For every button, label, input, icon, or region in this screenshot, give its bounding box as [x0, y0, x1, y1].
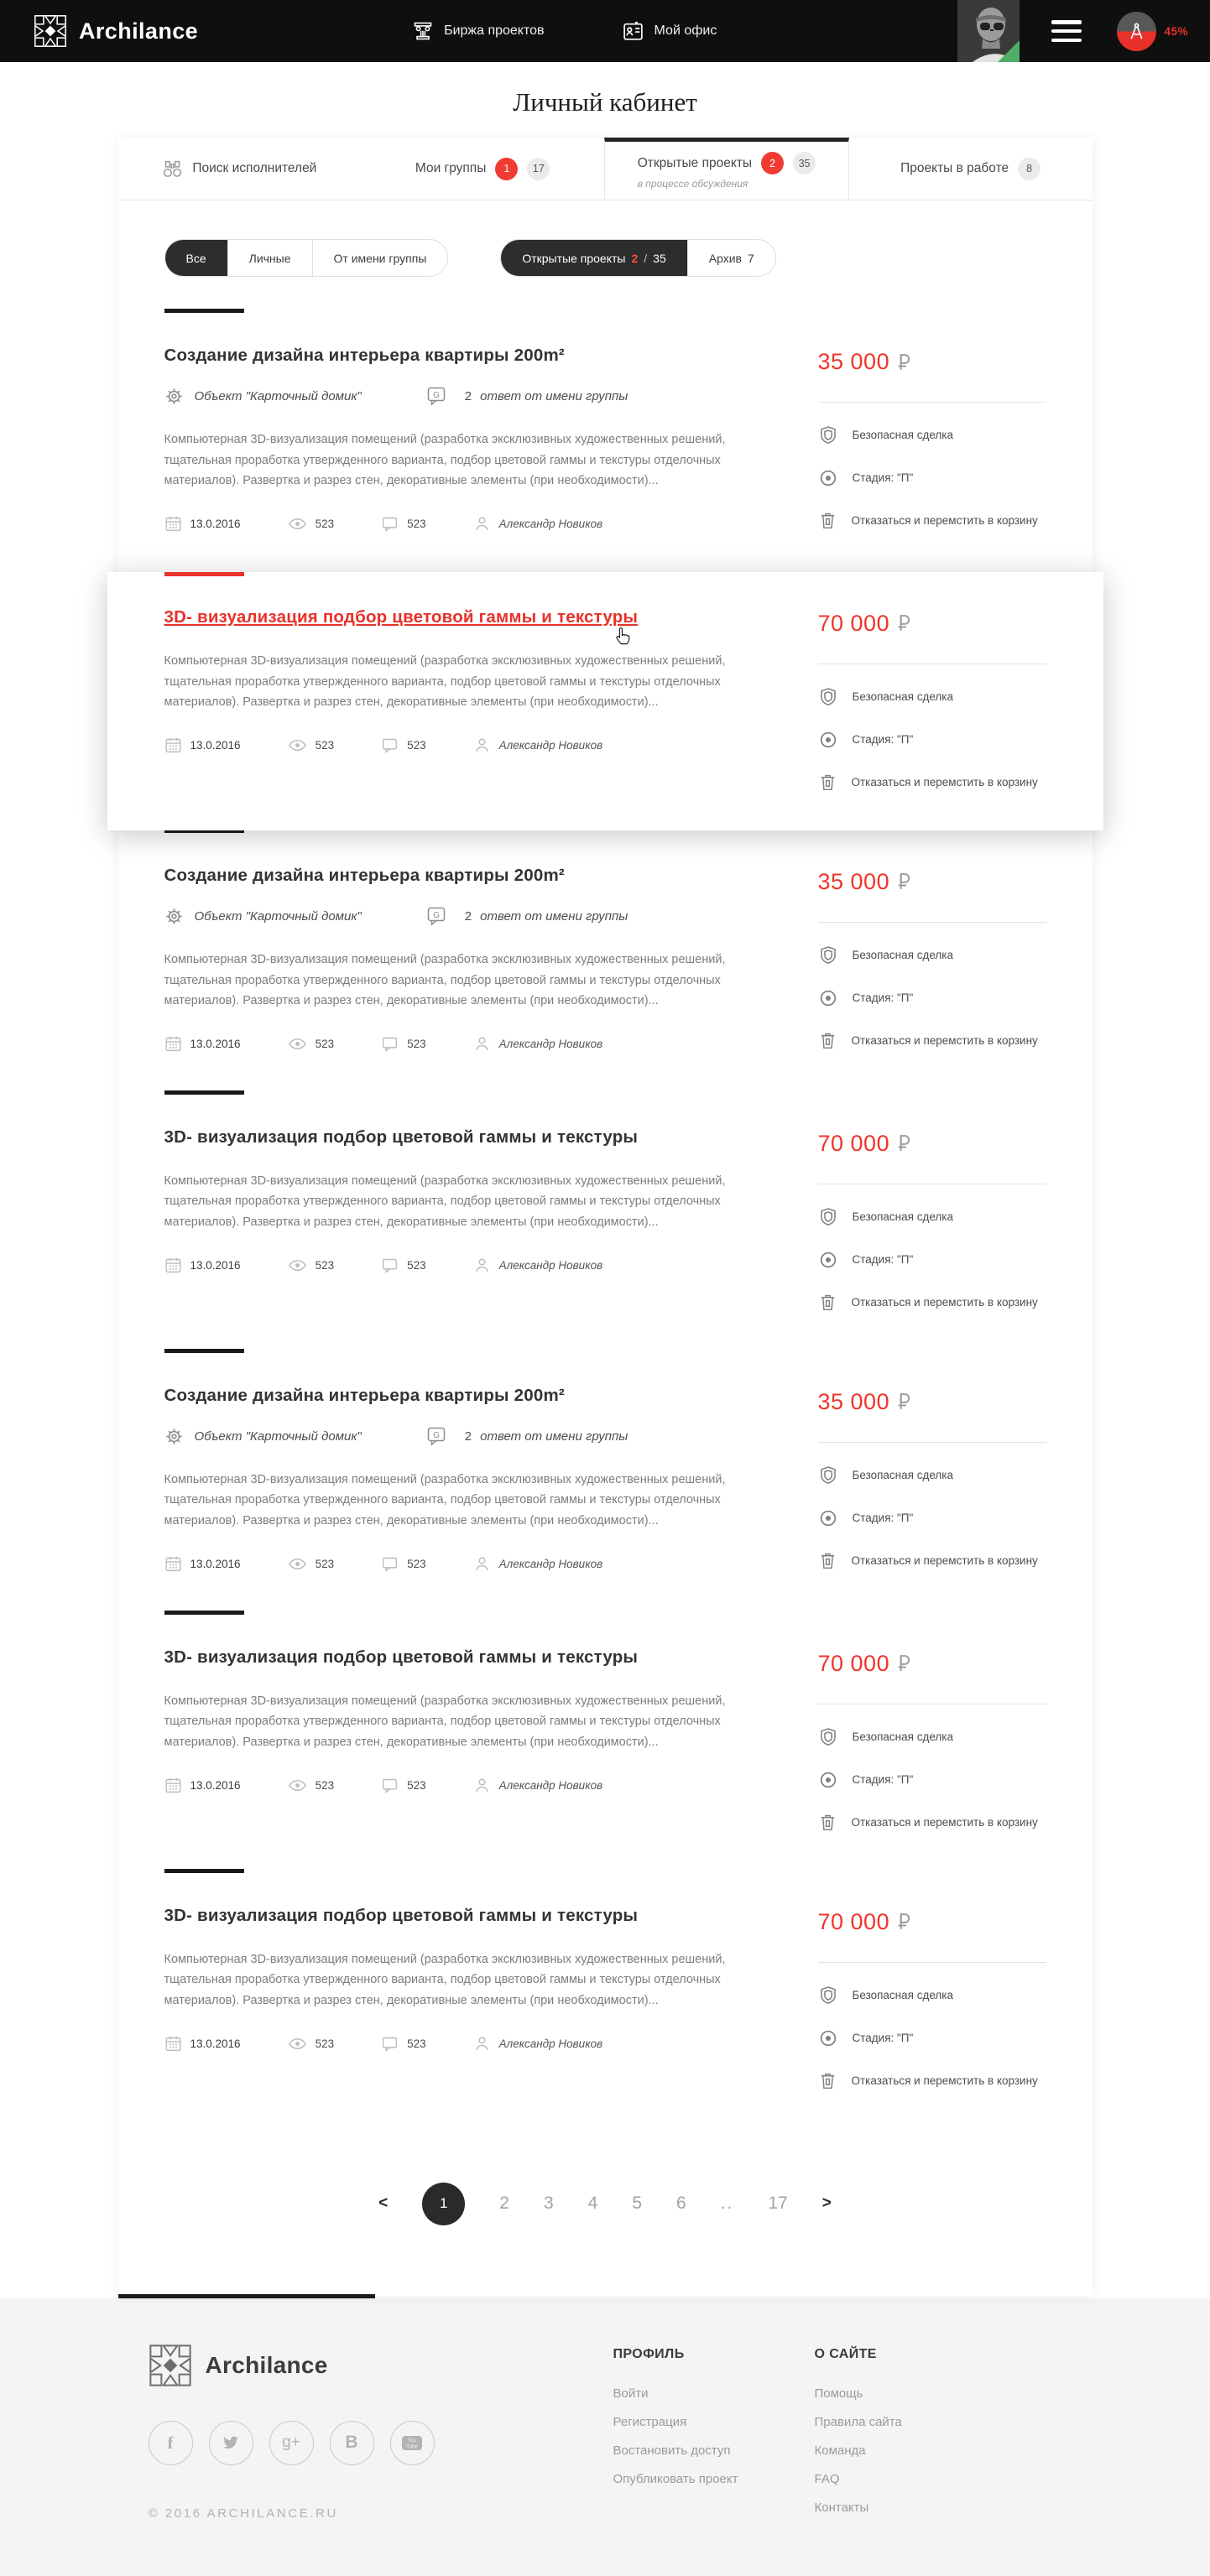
discard-to-trash-action[interactable] — [818, 1033, 1046, 1050]
gear-icon — [164, 387, 184, 406]
top-header — [0, 0, 1210, 62]
trash-icon — [818, 1813, 837, 1832]
footer-brand — [149, 2344, 613, 2387]
binoculars-icon — [162, 159, 183, 180]
shield-icon — [818, 1727, 838, 1747]
project-price — [818, 1651, 1046, 1677]
stage-label — [818, 470, 1046, 488]
project-price — [818, 1131, 1046, 1157]
filter-open-projects[interactable] — [501, 240, 686, 276]
brand-name: Archilance — [79, 18, 199, 44]
ruble-icon — [897, 1655, 910, 1672]
group-reply-bubble-icon — [427, 387, 446, 406]
nav-my-office[interactable] — [622, 20, 717, 43]
project-description: Компьютерная 3D-визуализация помещений (разработка эксклюзивных художественных решений, тщательная проработка утвержденного варианта, подбор цветовой гаммы и текстуры отделочных материалов). Развертка и разрез стен, декоративные элементы (при необходимости)... — [164, 1952, 726, 2008]
trash-icon — [818, 511, 837, 530]
project-title-link[interactable] — [164, 607, 639, 627]
views-count: 523 — [315, 1778, 335, 1792]
author-person-icon — [473, 736, 491, 754]
safe-deal-text: Безопасная сделка — [852, 1210, 953, 1223]
ruble-icon — [897, 873, 910, 890]
project-author: Александр Новиков — [498, 517, 603, 530]
stage-target-icon — [818, 1250, 838, 1270]
project-list — [118, 310, 1093, 2152]
project-title-link[interactable]: Создание дизайна интерьера квартиры 200m² — [164, 1385, 565, 1405]
calendar-icon — [164, 2035, 182, 2053]
views-count: 523 — [315, 517, 335, 530]
trash-icon — [818, 773, 837, 792]
filter-bar — [118, 200, 1093, 310]
brand-logo[interactable] — [34, 14, 198, 48]
filter-label: Открытые проекты — [522, 251, 626, 265]
project-object-row — [164, 907, 762, 926]
total-badge: 35 — [793, 152, 816, 174]
stage-label — [818, 2030, 1046, 2048]
profile-progress-compass-icon — [1117, 12, 1156, 51]
comments-icon — [381, 1777, 399, 1794]
stage-target-icon — [818, 1770, 838, 1790]
stage-label — [818, 1510, 1046, 1528]
footer-link-login[interactable]: Войти — [613, 2386, 649, 2401]
discard-to-trash-action[interactable] — [818, 2073, 1046, 2090]
nav-label: Биржа проектов — [444, 23, 545, 38]
side-divider — [818, 1962, 1046, 1963]
project-date: 13.0.2016 — [190, 1557, 241, 1570]
author-person-icon — [473, 1035, 491, 1053]
project-title-link[interactable]: 3D- визуализация подбор цветовой гаммы и текстуры — [164, 1905, 639, 1925]
footer-column-title: ПРОФИЛЬ — [613, 2346, 685, 2361]
comments-count: 523 — [407, 1557, 426, 1570]
project-date: 13.0.2016 — [190, 517, 241, 530]
views-eye-icon — [288, 736, 307, 755]
stage-target-icon — [818, 730, 838, 750]
project-author: Александр Новиков — [498, 738, 603, 752]
discard-text: Отказаться и перемстить в корзину — [851, 1033, 1038, 1047]
project-date: 13.0.2016 — [190, 738, 241, 752]
prev-page-arrow[interactable]: < — [378, 2194, 389, 2213]
nav-project-exchange[interactable] — [412, 20, 544, 42]
project-title-link[interactable]: Создание дизайна интерьера квартиры 200m² — [164, 346, 565, 365]
project-author: Александр Новиков — [498, 2037, 603, 2050]
replies-label: ответ от имени группы — [480, 1429, 628, 1444]
comments-count: 523 — [407, 738, 426, 752]
footer-column-about — [815, 2344, 1016, 2521]
project-meta-row — [164, 1776, 762, 1795]
stage-target-icon — [818, 988, 838, 1008]
project-price — [818, 869, 1046, 895]
discard-to-trash-action[interactable] — [818, 1553, 1046, 1570]
tab-projects-in-work[interactable] — [849, 138, 1093, 200]
project-author: Александр Новиков — [498, 1037, 603, 1050]
total-badge: 17 — [527, 158, 550, 180]
project-meta-row — [164, 736, 762, 755]
footer-link-restore-access[interactable]: Востановить доступ — [613, 2443, 731, 2458]
footer-column-profile — [613, 2344, 815, 2521]
shield-icon — [818, 1985, 838, 2006]
safe-deal-label — [818, 1987, 1046, 2006]
group-replies[interactable] — [427, 387, 628, 406]
calendar-icon — [164, 1035, 182, 1053]
discard-to-trash-action[interactable] — [818, 1294, 1046, 1312]
project-object-label: Объект "Карточный домик" — [194, 1429, 362, 1444]
discard-text: Отказаться и перемстить в корзину — [851, 514, 1038, 527]
ruble-icon — [897, 1393, 910, 1410]
stage-label — [818, 1772, 1046, 1790]
safe-deal-text: Безопасная сделка — [852, 1468, 953, 1481]
safe-deal-text: Безопасная сделка — [852, 690, 953, 703]
svg-text:G: G — [432, 1430, 440, 1440]
svg-text:G: G — [432, 910, 440, 920]
comments-count: 523 — [407, 1037, 426, 1050]
unread-badge: 1 — [495, 158, 518, 180]
type-filter-group — [500, 239, 775, 277]
project-description: Компьютерная 3D-визуализация помещений (разработка эксклюзивных художественных решений, тщательная проработка утвержденного варианта, подбор цветовой гаммы и текстуры отделочных материалов). Развертка и разрез стен, декоративные элементы (при необходимости)... — [164, 653, 726, 710]
svg-text:G: G — [432, 391, 440, 400]
page-2[interactable]: 2 — [499, 2194, 509, 2214]
project-card — [118, 1871, 1093, 2152]
project-price — [818, 1909, 1046, 1935]
project-meta-row — [164, 1034, 762, 1054]
group-replies[interactable] — [427, 1427, 628, 1446]
author-person-icon — [473, 515, 491, 533]
group-replies[interactable] — [427, 907, 628, 926]
trash-icon — [818, 1551, 837, 1570]
comments-icon — [381, 736, 399, 754]
project-side-panel — [818, 607, 1046, 792]
hand-cursor-icon — [613, 626, 633, 648]
tab-label: Поиск исполнителей — [192, 161, 317, 175]
discard-to-trash-action[interactable] — [818, 774, 1046, 792]
safe-deal-label — [818, 427, 1046, 445]
group-reply-bubble-icon — [427, 907, 446, 926]
project-side-panel — [818, 1906, 1046, 2090]
column-icon — [412, 20, 434, 42]
price-value: 70 000 — [817, 610, 890, 636]
project-object-row — [164, 1427, 762, 1446]
profile-progress-value: 45% — [1164, 24, 1188, 38]
safe-deal-label — [818, 1467, 1046, 1486]
project-title-link[interactable]: 3D- визуализация подбор цветовой гаммы и текстуры — [164, 1647, 639, 1667]
replies-label: ответ от имени группы — [480, 908, 628, 924]
safe-deal-text: Безопасная сделка — [852, 1730, 953, 1743]
facebook-icon[interactable]: f — [149, 2421, 193, 2465]
price-value: 35 000 — [817, 349, 890, 374]
ruble-icon — [897, 1913, 910, 1930]
page-title: Личный кабинет — [513, 87, 697, 117]
tab-open-projects[interactable] — [604, 138, 849, 200]
header-right-cluster — [957, 0, 1210, 62]
stage-target-icon — [818, 1508, 838, 1528]
footer-link-register[interactable]: Регистрация — [613, 2414, 687, 2429]
price-value: 35 000 — [817, 868, 890, 894]
tab-label: Проекты в работе — [900, 161, 1009, 175]
total-count: 35 — [653, 251, 666, 265]
filter-on-behalf-of-group[interactable]: От имени группы — [312, 240, 448, 276]
project-side-panel — [818, 866, 1046, 1054]
footer-link-team[interactable]: Команда — [814, 2443, 866, 2458]
stage-text: Стадия: "П" — [852, 991, 914, 1004]
project-price — [818, 349, 1046, 375]
trash-icon — [818, 1031, 837, 1050]
stage-text: Стадия: "П" — [852, 1772, 914, 1786]
total-badge: 8 — [1018, 158, 1040, 180]
scope-filter-group — [164, 239, 449, 277]
views-eye-icon — [288, 2034, 307, 2053]
project-title-link[interactable]: 3D- визуализация подбор цветовой гаммы и текстуры — [164, 1127, 639, 1147]
side-divider — [818, 402, 1046, 403]
project-meta-row — [164, 514, 762, 533]
tab-label: Мои группы — [415, 161, 487, 175]
comments-icon — [381, 1555, 399, 1573]
page-4[interactable]: 4 — [587, 2194, 598, 2214]
project-title-link[interactable]: Создание дизайна интерьера квартиры 200m² — [164, 865, 565, 885]
tab-my-groups[interactable] — [361, 138, 604, 200]
calendar-icon — [164, 515, 182, 533]
project-price — [818, 611, 1046, 637]
project-date: 13.0.2016 — [190, 2037, 241, 2050]
replies-count: 2 — [464, 908, 472, 924]
author-person-icon — [473, 1777, 491, 1794]
author-person-icon — [473, 1555, 491, 1573]
views-eye-icon — [288, 1034, 307, 1054]
side-divider — [818, 1442, 1046, 1443]
project-description: Компьютерная 3D-визуализация помещений (разработка эксклюзивных художественных решений, тщательная проработка утвержденного варианта, подбор цветовой гаммы и текстуры отделочных материалов). Развертка и разрез стен, декоративные элементы (при необходимости)... — [164, 1472, 726, 1528]
stage-target-icon — [818, 2028, 838, 2048]
safe-deal-label — [818, 689, 1046, 707]
comments-icon — [381, 1035, 399, 1053]
project-card — [118, 1092, 1093, 1350]
project-title-text: 3D- визуализация подбор цветовой гаммы и текстуры — [164, 606, 639, 627]
comments-icon — [381, 1257, 399, 1274]
safe-deal-text: Безопасная сделка — [852, 948, 953, 961]
project-side-panel — [818, 1647, 1046, 1832]
project-author: Александр Новиков — [498, 1258, 603, 1272]
archilance-logo-icon — [149, 2344, 192, 2387]
stage-text: Стадия: "П" — [852, 1511, 914, 1524]
shield-icon — [818, 1207, 838, 1227]
filter-label: Архив — [708, 251, 742, 265]
id-card-icon — [622, 20, 644, 43]
ruble-icon — [897, 1135, 910, 1152]
calendar-icon — [164, 1257, 182, 1274]
google-plus-icon[interactable]: g+ — [269, 2421, 314, 2465]
tab-sublabel: в процессе обсуждения — [637, 178, 748, 190]
views-count: 523 — [315, 2037, 335, 2050]
comments-count: 523 — [407, 1258, 426, 1272]
calendar-icon — [164, 736, 182, 754]
safe-deal-label — [818, 1209, 1046, 1227]
project-side-panel — [818, 346, 1046, 533]
stage-label — [818, 990, 1046, 1008]
project-side-panel — [818, 1386, 1046, 1574]
project-object-row — [164, 387, 762, 406]
discard-to-trash-action[interactable] — [818, 513, 1046, 530]
replies-label: ответ от имени группы — [480, 389, 628, 403]
stage-target-icon — [818, 468, 838, 488]
safe-deal-label — [818, 1729, 1046, 1747]
views-eye-icon — [288, 1256, 307, 1275]
stage-text: Стадия: "П" — [852, 471, 914, 484]
comments-count: 523 — [407, 2037, 426, 2050]
page-1-active[interactable]: 1 — [422, 2183, 465, 2225]
copyright-text: © 2016 ARCHILANCE.RU — [148, 2506, 338, 2521]
project-card — [118, 1612, 1093, 1871]
project-card — [118, 310, 1093, 572]
footer-link-publish-project[interactable]: Опубликовать проект — [613, 2471, 738, 2486]
views-eye-icon — [288, 1776, 307, 1795]
price-value: 70 000 — [817, 1130, 890, 1156]
youtube-icon[interactable] — [390, 2421, 435, 2465]
author-person-icon — [473, 1257, 491, 1274]
content-panel — [118, 138, 1093, 2296]
project-side-panel — [818, 1127, 1046, 1312]
views-count: 523 — [315, 1258, 335, 1272]
project-object-label: Объект "Карточный домик" — [194, 908, 362, 924]
footer-link-contacts[interactable]: Контакты — [814, 2500, 869, 2515]
views-count: 523 — [315, 738, 335, 752]
stage-text: Стадия: "П" — [852, 732, 914, 746]
project-card — [118, 1350, 1093, 1612]
views-eye-icon — [288, 514, 307, 533]
unread-badge: 2 — [761, 152, 784, 174]
replies-count: 2 — [464, 389, 472, 403]
footer-brand-name: Archilance — [205, 2351, 328, 2378]
project-author: Александр Новиков — [498, 1557, 603, 1570]
footer-column-title: О САЙТЕ — [814, 2346, 877, 2361]
project-description: Компьютерная 3D-визуализация помещений (разработка эксклюзивных художественных решений, тщательная проработка утвержденного варианта, подбор цветовой гаммы и текстуры отделочных материалов). Развертка и разрез стен, декоративные элементы (при необходимости)... — [164, 1174, 726, 1230]
project-object-label: Объект "Карточный домик" — [194, 389, 362, 403]
page-footer — [0, 2298, 1210, 2576]
archilance-logo-icon — [34, 14, 67, 48]
ruble-icon — [897, 615, 910, 632]
page-5[interactable]: 5 — [632, 2194, 643, 2214]
shield-icon — [818, 425, 838, 445]
safe-deal-label — [818, 947, 1046, 965]
stage-label — [818, 731, 1046, 750]
comments-count: 523 — [407, 517, 426, 530]
project-meta-row — [164, 2034, 762, 2053]
stage-text: Стадия: "П" — [852, 1252, 914, 1266]
footer-link-help[interactable]: Помощь — [814, 2386, 863, 2401]
price-value: 70 000 — [817, 1908, 890, 1934]
price-value: 70 000 — [817, 1650, 890, 1676]
ruble-icon — [897, 354, 910, 371]
project-description: Компьютерная 3D-визуализация помещений (разработка эксклюзивных художественных решений, тщательная проработка утвержденного варианта, подбор цветовой гаммы и текстуры отделочных материалов). Развертка и разрез стен, декоративные элементы (при необходимости)... — [164, 1694, 726, 1750]
page-6[interactable]: 6 — [676, 2194, 686, 2214]
author-person-icon — [473, 2035, 491, 2053]
nav-label: Мой офис — [654, 23, 717, 38]
footer-link-faq[interactable]: FAQ — [814, 2471, 840, 2486]
project-author: Александр Новиков — [498, 1778, 603, 1792]
menu-hamburger-icon[interactable] — [1051, 20, 1082, 42]
discard-text: Отказаться и перемстить в корзину — [851, 2074, 1038, 2087]
project-date: 13.0.2016 — [190, 1258, 241, 1272]
tab-bar — [118, 138, 1093, 200]
discard-text: Отказаться и перемстить в корзину — [851, 1553, 1038, 1567]
discard-text: Отказаться и перемстить в корзину — [851, 1815, 1038, 1829]
price-value: 35 000 — [817, 1388, 890, 1414]
pagination — [118, 2152, 1093, 2296]
shield-icon — [818, 945, 838, 965]
page-17[interactable]: 17 — [768, 2194, 788, 2214]
stage-text: Стадия: "П" — [852, 2031, 914, 2044]
safe-deal-text: Безопасная сделка — [852, 1988, 953, 2001]
filter-all[interactable]: Все — [165, 240, 227, 276]
group-reply-bubble-icon — [427, 1427, 446, 1446]
archive-count: 7 — [747, 251, 754, 265]
project-card-hovered — [107, 572, 1103, 830]
trash-icon — [818, 2071, 837, 2090]
views-count: 523 — [315, 1037, 335, 1050]
stage-label — [818, 1252, 1046, 1270]
footer-link-site-rules[interactable]: Правила сайта — [814, 2414, 902, 2429]
shield-icon — [818, 687, 838, 707]
project-price — [818, 1389, 1046, 1415]
page-3[interactable]: 3 — [543, 2194, 554, 2214]
unread-count: 2 — [631, 251, 639, 265]
filter-archive[interactable] — [687, 240, 775, 276]
project-description: Компьютерная 3D-визуализация помещений (разработка эксклюзивных художественных решений, тщательная проработка утвержденного варианта, подбор цветовой гаммы и текстуры отделочных материалов). Развертка и разрез стен, декоративные элементы (при необходимости)... — [164, 952, 726, 1008]
tab-label: Открытые проекты — [637, 155, 753, 170]
discard-to-trash-action[interactable] — [818, 1814, 1046, 1832]
comments-icon — [381, 2035, 399, 2053]
project-date: 13.0.2016 — [190, 1037, 241, 1050]
gear-icon — [164, 907, 184, 926]
tab-search-performers[interactable] — [118, 138, 362, 200]
twitter-icon[interactable] — [209, 2421, 253, 2465]
views-eye-icon — [288, 1554, 307, 1574]
comments-count: 523 — [407, 1778, 426, 1792]
project-card — [118, 830, 1093, 1092]
project-description: Компьютерная 3D-визуализация помещений (разработка эксклюзивных художественных решений, тщательная проработка утвержденного варианта, подбор цветовой гаммы и текстуры отделочных материалов). Развертка и разрез стен, декоративные элементы (при необходимости)... — [164, 433, 726, 488]
discard-text: Отказаться и перемстить в корзину — [851, 1295, 1038, 1309]
safe-deal-text: Безопасная сделка — [852, 429, 953, 441]
svg-text:You: You — [407, 2438, 417, 2443]
user-avatar[interactable] — [957, 0, 1020, 62]
side-divider — [818, 922, 1046, 923]
calendar-icon — [164, 1777, 182, 1794]
comments-icon — [381, 515, 399, 533]
project-meta-row — [164, 1554, 762, 1574]
replies-count: 2 — [464, 1429, 472, 1444]
trash-icon — [818, 1293, 837, 1312]
gear-icon — [164, 1427, 184, 1446]
count-separator: / — [644, 251, 648, 265]
views-count: 523 — [315, 1557, 335, 1570]
next-page-arrow[interactable]: > — [821, 2194, 832, 2213]
filter-personal[interactable]: Личные — [227, 240, 312, 276]
svg-text:Tube: Tube — [406, 2444, 418, 2450]
page-ellipsis: .. — [720, 2194, 734, 2214]
shield-icon — [818, 1465, 838, 1486]
social-links — [149, 2421, 613, 2465]
discard-text: Отказаться и перемстить в корзину — [851, 775, 1038, 788]
project-meta-row — [164, 1256, 762, 1275]
calendar-icon — [164, 1555, 182, 1573]
project-date: 13.0.2016 — [190, 1778, 241, 1792]
vk-icon[interactable]: B — [330, 2421, 374, 2465]
